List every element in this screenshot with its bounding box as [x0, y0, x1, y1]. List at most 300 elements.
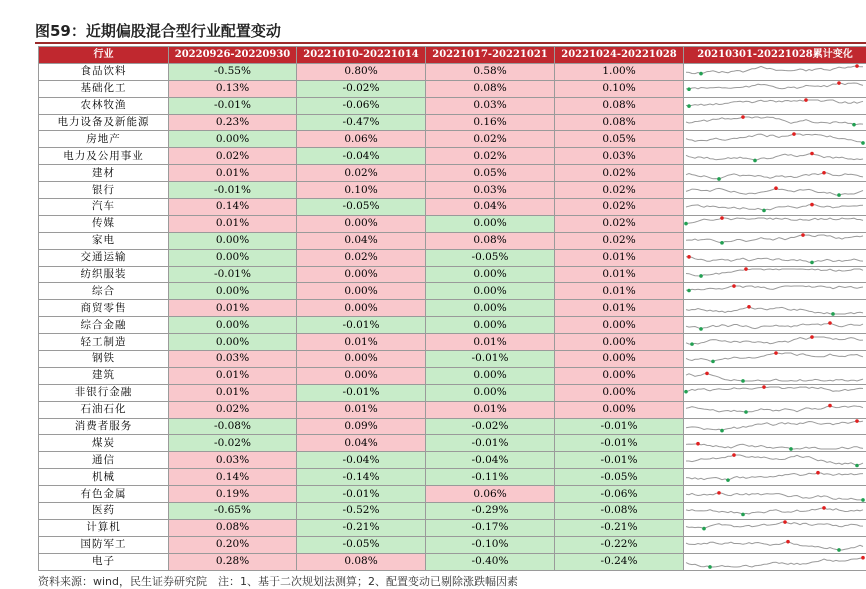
change-value-week-1: 0.01% [169, 165, 297, 182]
sparkline-min-marker [726, 478, 730, 482]
sparkline-max-marker [855, 419, 859, 423]
header-industry: 行业 [39, 47, 169, 64]
cumulative-sparkline [684, 317, 866, 334]
sparkline-chart [684, 98, 865, 113]
industry-name: 电子 [39, 553, 169, 570]
sparkline-max-marker [717, 491, 721, 495]
sparkline-max-marker [774, 186, 778, 190]
change-value-week-3: 0.01% [426, 334, 555, 351]
sparkline-max-marker [732, 284, 736, 288]
change-value-week-3: -0.05% [426, 249, 555, 266]
sparkline-min-marker [831, 312, 835, 316]
change-value-week-1: 0.03% [169, 452, 297, 469]
cumulative-sparkline [684, 486, 866, 503]
change-value-week-3: 0.00% [426, 283, 555, 300]
table-row [39, 283, 866, 300]
change-value-week-3: 0.00% [426, 367, 555, 384]
change-value-week-1: -0.01% [169, 266, 297, 283]
sparkline-min-marker [684, 222, 688, 226]
sparkline-chart [684, 453, 865, 468]
change-value-week-4: -0.01% [555, 418, 684, 435]
sparkline-min-marker [720, 429, 724, 433]
change-value-week-1: 0.14% [169, 469, 297, 486]
change-value-week-1: 0.00% [169, 131, 297, 148]
industry-name: 商贸零售 [39, 300, 169, 317]
change-value-week-1: 0.01% [169, 384, 297, 401]
sparkline-max-marker [705, 372, 709, 376]
change-value-week-4: 0.03% [555, 148, 684, 165]
industry-name: 纺织服装 [39, 266, 169, 283]
sparkline-path [686, 472, 863, 480]
change-value-week-3: 0.16% [426, 114, 555, 131]
change-value-week-3: 0.08% [426, 80, 555, 97]
change-value-week-2: -0.14% [297, 469, 426, 486]
change-value-week-3: -0.02% [426, 418, 555, 435]
sparkline-max-marker [696, 442, 700, 446]
change-value-week-2: -0.05% [297, 199, 426, 216]
sparkline-min-marker [687, 104, 691, 108]
change-value-week-2: -0.04% [297, 148, 426, 165]
change-value-week-1: 0.00% [169, 232, 297, 249]
sparkline-path [686, 421, 863, 431]
sparkline-chart [684, 149, 865, 164]
change-value-week-3: 0.00% [426, 384, 555, 401]
change-value-week-1: 0.23% [169, 114, 297, 131]
change-value-week-3: 0.03% [426, 97, 555, 114]
change-value-week-4: -0.08% [555, 503, 684, 520]
sparkline-chart [684, 301, 865, 316]
change-value-week-3: -0.01% [426, 435, 555, 452]
sparkline-chart [684, 183, 865, 198]
sparkline-path [686, 100, 863, 106]
change-value-week-2: 0.00% [297, 351, 426, 368]
sparkline-max-marker [810, 203, 814, 207]
change-value-week-1: 0.14% [169, 199, 297, 216]
sparkline-min-marker [855, 464, 859, 468]
sparkline-min-marker [702, 527, 706, 531]
sparkline-chart [684, 318, 865, 333]
change-value-week-1: 0.00% [169, 249, 297, 266]
table-row [39, 317, 866, 334]
sparkline-min-marker [717, 177, 721, 181]
industry-name: 基础化工 [39, 80, 169, 97]
change-value-week-1: -0.02% [169, 435, 297, 452]
sparkline-max-marker [810, 152, 814, 156]
cumulative-sparkline [684, 63, 866, 80]
table-row [39, 486, 866, 503]
change-value-week-3: 0.06% [426, 486, 555, 503]
industry-name: 石油石化 [39, 401, 169, 418]
sparkline-path [686, 455, 863, 466]
change-value-week-4: 0.02% [555, 199, 684, 216]
sparkline-chart [684, 487, 865, 502]
sparkline-max-marker [744, 267, 748, 271]
sparkline-min-marker [753, 158, 757, 162]
change-value-week-4: -0.05% [555, 469, 684, 486]
change-value-week-4: 0.01% [555, 300, 684, 317]
sparkline-chart [684, 335, 865, 350]
change-value-week-2: 0.06% [297, 131, 426, 148]
title-rule [35, 42, 866, 44]
header-row [39, 47, 866, 64]
change-value-week-1: 0.28% [169, 553, 297, 570]
sparkline-path [686, 492, 863, 499]
sparkline-max-marker [720, 217, 724, 221]
change-value-week-2: 0.02% [297, 249, 426, 266]
table-row [39, 334, 866, 351]
change-value-week-3: -0.40% [426, 553, 555, 570]
industry-name: 综合 [39, 283, 169, 300]
sparkline-chart [684, 520, 865, 535]
industry-name: 建筑 [39, 367, 169, 384]
sparkline-max-marker [747, 305, 751, 309]
sparkline-max-marker [810, 335, 814, 339]
cumulative-sparkline [684, 283, 866, 300]
sparkline-chart [684, 216, 865, 231]
table-row [39, 553, 866, 570]
sparkline-min-marker [744, 410, 748, 414]
table-row [39, 418, 866, 435]
industry-name: 建材 [39, 165, 169, 182]
change-value-week-2: 0.00% [297, 283, 426, 300]
change-value-week-3: 0.08% [426, 232, 555, 249]
sparkline-min-marker [741, 380, 745, 384]
cumulative-sparkline [684, 536, 866, 553]
table-row [39, 401, 866, 418]
change-value-week-2: -0.04% [297, 452, 426, 469]
table-row [39, 266, 866, 283]
change-value-week-4: 0.08% [555, 114, 684, 131]
sparkline-max-marker [786, 540, 790, 544]
sparkline-path [686, 406, 863, 412]
industry-name: 通信 [39, 452, 169, 469]
sparkline-chart [684, 284, 865, 299]
change-value-week-3: 0.01% [426, 401, 555, 418]
change-value-week-4: -0.01% [555, 452, 684, 469]
change-value-week-2: 0.00% [297, 266, 426, 283]
change-value-week-1: 0.13% [169, 80, 297, 97]
sparkline-path [686, 542, 863, 550]
change-value-week-4: -0.06% [555, 486, 684, 503]
industry-name: 电力及公用事业 [39, 148, 169, 165]
industry-name: 传媒 [39, 215, 169, 232]
change-value-week-3: -0.17% [426, 519, 555, 536]
cumulative-sparkline [684, 452, 866, 469]
cumulative-sparkline [684, 232, 866, 249]
sparkline-min-marker [690, 342, 694, 346]
table-row [39, 519, 866, 536]
change-value-week-2: -0.02% [297, 80, 426, 97]
change-value-week-1: 0.02% [169, 148, 297, 165]
sparkline-path [686, 337, 863, 344]
industry-name: 非银行金融 [39, 384, 169, 401]
header-week-4: 20221024-20221028 [555, 47, 684, 64]
sparkline-min-marker [810, 261, 814, 265]
sparkline-max-marker [783, 521, 787, 525]
change-value-week-4: 0.00% [555, 384, 684, 401]
industry-name: 轻工制造 [39, 334, 169, 351]
change-value-week-2: 0.04% [297, 435, 426, 452]
sparkline-chart [684, 132, 865, 147]
change-value-week-3: 0.00% [426, 317, 555, 334]
cumulative-sparkline [684, 435, 866, 452]
change-value-week-2: 0.00% [297, 300, 426, 317]
change-value-week-4: -0.22% [555, 536, 684, 553]
cumulative-sparkline [684, 80, 866, 97]
cumulative-sparkline [684, 215, 866, 232]
change-value-week-1: 0.20% [169, 536, 297, 553]
sparkline-path [686, 387, 863, 392]
table-row [39, 249, 866, 266]
change-value-week-3: -0.10% [426, 536, 555, 553]
change-value-week-4: 0.05% [555, 131, 684, 148]
sparkline-min-marker [684, 390, 688, 394]
sparkline-path [686, 558, 863, 567]
sparkline-chart [684, 436, 865, 451]
table-row [39, 232, 866, 249]
sparkline-path [686, 374, 863, 382]
cumulative-sparkline [684, 553, 866, 570]
sparkline-max-marker [741, 115, 745, 119]
change-value-week-3: -0.11% [426, 469, 555, 486]
industry-name: 消费者服务 [39, 418, 169, 435]
sparkline-chart [684, 419, 865, 434]
change-value-week-4: 0.00% [555, 317, 684, 334]
change-value-week-1: 0.01% [169, 215, 297, 232]
cumulative-sparkline [684, 503, 866, 520]
cumulative-sparkline [684, 384, 866, 401]
change-value-week-3: 0.02% [426, 131, 555, 148]
sparkline-max-marker [687, 255, 691, 259]
sparkline-min-marker [720, 241, 724, 245]
change-value-week-4: -0.21% [555, 519, 684, 536]
industry-name: 家电 [39, 232, 169, 249]
industry-name: 食品饮料 [39, 63, 169, 80]
table-row [39, 367, 866, 384]
table-row [39, 300, 866, 317]
sparkline-chart [684, 115, 865, 130]
table-row [39, 384, 866, 401]
change-value-week-1: -0.08% [169, 418, 297, 435]
change-value-week-4: 0.10% [555, 80, 684, 97]
cumulative-sparkline [684, 401, 866, 418]
sparkline-path [686, 286, 863, 291]
sparkline-path [686, 117, 863, 125]
sparkline-path [686, 172, 863, 178]
change-value-week-4: 0.00% [555, 334, 684, 351]
cumulative-sparkline [684, 165, 866, 182]
sparkline-chart [684, 402, 865, 417]
table-row [39, 452, 866, 469]
sparkline-chart [684, 64, 865, 79]
sparkline-min-marker [789, 447, 793, 451]
change-value-week-3: 0.04% [426, 199, 555, 216]
sparkline-path [686, 83, 863, 89]
change-value-week-2: 0.80% [297, 63, 426, 80]
sparkline-max-marker [804, 98, 808, 102]
cumulative-sparkline [684, 266, 866, 283]
sparkline-min-marker [699, 274, 703, 278]
change-value-week-2: -0.52% [297, 503, 426, 520]
change-value-week-3: 0.00% [426, 215, 555, 232]
cumulative-sparkline [684, 182, 866, 199]
industry-name: 煤炭 [39, 435, 169, 452]
change-value-week-3: 0.02% [426, 148, 555, 165]
sparkline-path [686, 134, 863, 143]
sparkline-chart [684, 166, 865, 181]
change-value-week-2: 0.09% [297, 418, 426, 435]
cumulative-sparkline [684, 97, 866, 114]
sparkline-chart [684, 81, 865, 96]
sparkline-chart [684, 351, 865, 366]
industry-name: 钢铁 [39, 351, 169, 368]
cumulative-sparkline [684, 469, 866, 486]
change-value-week-4: 0.01% [555, 266, 684, 283]
sparkline-min-marker [837, 193, 841, 197]
sparkline-max-marker [816, 471, 820, 475]
change-value-week-2: -0.01% [297, 486, 426, 503]
cumulative-sparkline [684, 300, 866, 317]
change-value-week-1: 0.00% [169, 317, 297, 334]
change-value-week-2: -0.21% [297, 519, 426, 536]
change-value-week-3: 0.00% [426, 300, 555, 317]
change-value-week-3: -0.29% [426, 503, 555, 520]
change-value-week-4: 0.00% [555, 401, 684, 418]
header-week-2: 20221010-20221014 [297, 47, 426, 64]
sparkline-max-marker [732, 453, 736, 457]
cumulative-sparkline [684, 131, 866, 148]
change-value-week-3: 0.58% [426, 63, 555, 80]
sparkline-min-marker [762, 209, 766, 213]
change-value-week-4: 1.00% [555, 63, 684, 80]
sparkline-chart [684, 199, 865, 214]
change-value-week-1: 0.19% [169, 486, 297, 503]
change-value-week-1: -0.01% [169, 97, 297, 114]
change-value-week-3: 0.00% [426, 266, 555, 283]
table-row [39, 182, 866, 199]
sparkline-max-marker [801, 233, 805, 237]
change-value-week-4: -0.24% [555, 553, 684, 570]
sparkline-min-marker [861, 141, 865, 145]
source-note: 资料来源：wind，民生证券研究院 注：1、基于二次规划法测算；2、配置变动已剔除涨跌幅因素 [38, 573, 858, 589]
change-value-week-2: 0.10% [297, 182, 426, 199]
sparkline-chart [684, 233, 865, 248]
change-value-week-4: 0.02% [555, 182, 684, 199]
table-row [39, 80, 866, 97]
sparkline-path [686, 257, 863, 263]
change-value-week-1: 0.01% [169, 300, 297, 317]
sparkline-max-marker [837, 81, 841, 85]
table-row [39, 215, 866, 232]
table-row [39, 469, 866, 486]
sparkline-path [686, 188, 863, 195]
table-row [39, 165, 866, 182]
cumulative-sparkline [684, 367, 866, 384]
industry-allocation-table [38, 46, 866, 571]
sparkline-chart [684, 537, 865, 552]
sparkline-min-marker [687, 289, 691, 293]
table-row [39, 63, 866, 80]
table-row [39, 114, 866, 131]
sparkline-path [686, 269, 863, 276]
header-week-1: 20220926-20220930 [169, 47, 297, 64]
sparkline-path [686, 323, 863, 329]
sparkline-chart [684, 554, 865, 569]
sparkline-path [686, 153, 863, 160]
change-value-week-3: 0.03% [426, 182, 555, 199]
change-value-week-2: 0.02% [297, 165, 426, 182]
table-row [39, 148, 866, 165]
industry-name: 计算机 [39, 519, 169, 536]
change-value-week-2: 0.04% [297, 232, 426, 249]
industry-name: 机械 [39, 469, 169, 486]
change-value-week-1: 0.03% [169, 351, 297, 368]
figure-title: 图59：近期偏股混合型行业配置变动 [35, 20, 855, 40]
change-value-week-1: 0.01% [169, 367, 297, 384]
cumulative-sparkline [684, 249, 866, 266]
header-week-3: 20221017-20221021 [426, 47, 555, 64]
table-row [39, 97, 866, 114]
cumulative-sparkline [684, 519, 866, 536]
sparkline-max-marker [822, 507, 826, 511]
table-row [39, 536, 866, 553]
sparkline-chart [684, 267, 865, 282]
change-value-week-4: 0.01% [555, 283, 684, 300]
change-value-week-1: 0.08% [169, 519, 297, 536]
table-row [39, 503, 866, 520]
industry-name: 交通运输 [39, 249, 169, 266]
change-value-week-2: 0.08% [297, 553, 426, 570]
change-value-week-1: -0.55% [169, 63, 297, 80]
change-value-week-2: 0.01% [297, 401, 426, 418]
sparkline-path [686, 66, 863, 74]
cumulative-sparkline [684, 199, 866, 216]
change-value-week-2: -0.01% [297, 384, 426, 401]
sparkline-path [686, 218, 863, 224]
change-value-week-3: -0.04% [426, 452, 555, 469]
change-value-week-2: -0.05% [297, 536, 426, 553]
change-value-week-4: 0.08% [555, 97, 684, 114]
table-row [39, 131, 866, 148]
cumulative-sparkline [684, 351, 866, 368]
change-value-week-2: -0.06% [297, 97, 426, 114]
change-value-week-4: 0.01% [555, 249, 684, 266]
sparkline-max-marker [861, 556, 865, 560]
change-value-week-1: 0.00% [169, 283, 297, 300]
change-value-week-3: 0.05% [426, 165, 555, 182]
table-row [39, 199, 866, 216]
change-value-week-2: 0.00% [297, 367, 426, 384]
sparkline-path [686, 235, 863, 243]
sparkline-chart [684, 470, 865, 485]
sparkline-path [686, 444, 863, 449]
cumulative-sparkline [684, 114, 866, 131]
industry-name: 医药 [39, 503, 169, 520]
industry-name: 汽车 [39, 199, 169, 216]
industry-name: 房地产 [39, 131, 169, 148]
change-value-week-2: -0.01% [297, 317, 426, 334]
sparkline-chart [684, 503, 865, 518]
table-row [39, 351, 866, 368]
sparkline-max-marker [822, 171, 826, 175]
table-body [39, 63, 866, 570]
sparkline-max-marker [828, 404, 832, 408]
industry-name: 农林牧渔 [39, 97, 169, 114]
sparkline-path [686, 522, 863, 529]
change-value-week-1: 0.00% [169, 334, 297, 351]
change-value-week-4: 0.00% [555, 367, 684, 384]
sparkline-min-marker [837, 548, 841, 552]
